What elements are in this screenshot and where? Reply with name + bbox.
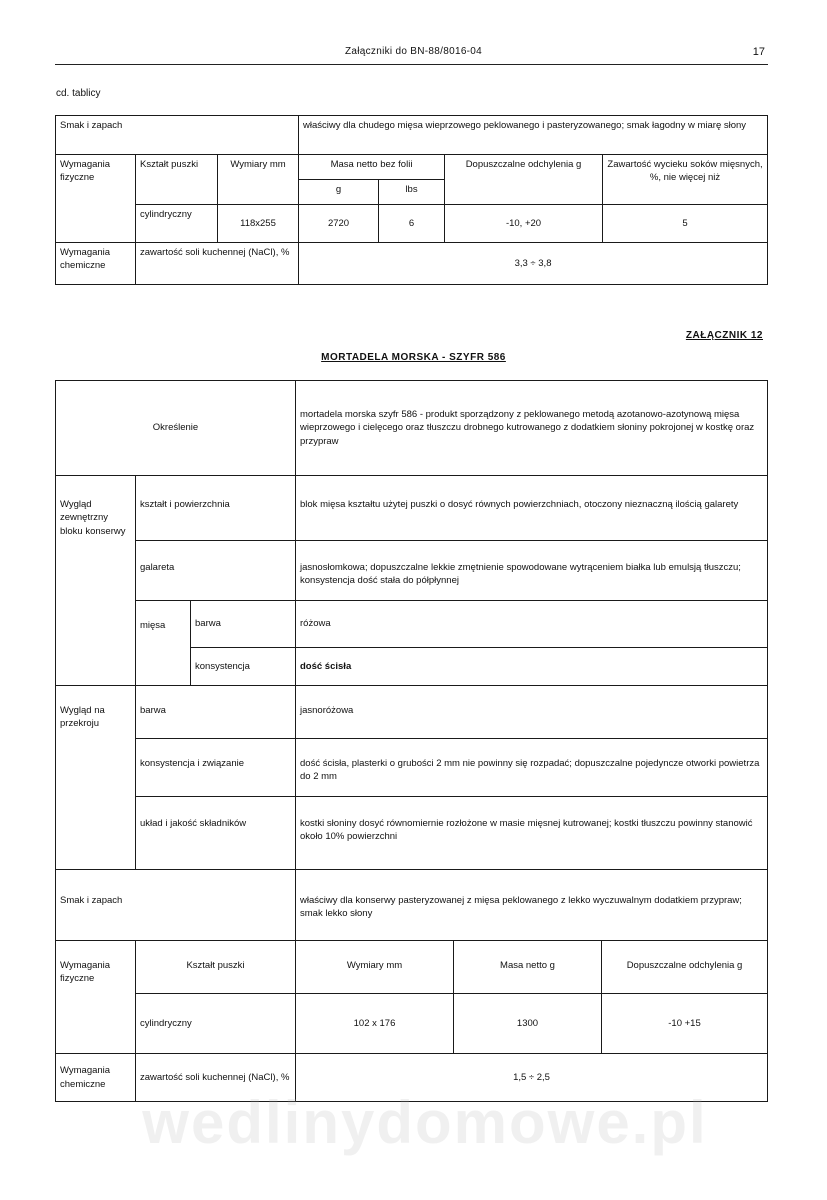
t2-fiz-header-ksztalt: Kształt puszki — [136, 941, 296, 994]
t1-header-ksztalt: Kształt puszki — [136, 155, 218, 205]
t1-row-ksztalt: cylindryczny — [136, 205, 218, 243]
t2-konsystencja-value: dość ścisła — [296, 648, 768, 686]
t2-fiz-row-wymiary: 102 x 176 — [296, 994, 454, 1054]
watermark: wedlinydomowe.pl — [142, 1089, 708, 1156]
table-mortadela — [55, 380, 768, 1102]
t1-row-masa-g: 2720 — [299, 205, 379, 243]
t2-ksztalt-label: kształt i powierzchnia — [136, 476, 296, 541]
t2-fiz-row-masa: 1300 — [454, 994, 602, 1054]
page-number: 17 — [752, 46, 765, 58]
t2-konsystencja-label: konsystencja — [191, 648, 296, 686]
t1-chem-param: zawartość soli kuchennej (NaCl), % — [136, 243, 299, 285]
t2-uklad-label: układ i jakość składników — [136, 797, 296, 870]
t2-fiz-header-odchylenia: Dopuszczalne odchylenia g — [602, 941, 768, 994]
table-continuation — [55, 115, 768, 285]
t2-fiz-row-odchylenia: -10 +15 — [602, 994, 768, 1054]
t2-fiz-header-masa: Masa netto g — [454, 941, 602, 994]
t1-header-masa: Masa netto bez folii — [299, 155, 445, 180]
t2-chem-label: Wymagania chemiczne — [56, 1054, 136, 1102]
t2-przekroj-barwa-value: jasnoróżowa — [296, 686, 768, 739]
annex-title: MORTADELA MORSKA - SZYFR 586 — [321, 352, 506, 363]
continuation-label: cd. tablicy — [56, 88, 101, 99]
t1-row-wyciek: 5 — [603, 205, 768, 243]
header-divider — [55, 64, 768, 65]
t1-row-wymiary: 118x255 — [218, 205, 299, 243]
t2-okreslenie-value: mortadela morska szyfr 586 - produkt sporządzony z peklowanego metodą azotanowo-azotynową mięsa wieprzowego i cielęcego oraz tłuszczu drobnego kutrowanego z dodatkiem słoniny pokrojonej w kostkę oraz przypraw — [296, 381, 768, 476]
t2-ksztalt-value: blok mięsa kształtu użytej puszki o dosyć równych powierzchniach, otoczony nieznaczną ilością galarety — [296, 476, 768, 541]
t2-przekroj-kons-label: konsystencja i związanie — [136, 739, 296, 797]
t2-przekroj-kons-value: dość ścisła, plasterki o grubości 2 mm nie powinny się rozpadać; dopuszczalne pojedyncze otworki powietrza do 2 mm — [296, 739, 768, 797]
t1-header-masa-g: g — [299, 180, 379, 205]
t2-fiz-label: Wymagania fizyczne — [56, 941, 136, 1054]
t2-galareta-value: jasnosłomkowa; dopuszczalne lekkie zmętnienie spowodowane wytrąceniem białka lub emulsją tłuszczu; konsystencja dość stała do półpłynnej — [296, 541, 768, 601]
t2-chem-value: 1,5 ÷ 2,5 — [296, 1054, 768, 1102]
t2-galareta-label: galareta — [136, 541, 296, 601]
t1-chem-value: 3,3 ÷ 3,8 — [299, 243, 768, 285]
t1-header-masa-lbs: lbs — [379, 180, 445, 205]
t2-wyglad-zew-label: Wygląd zewnętrzny bloku konserwy — [56, 476, 136, 686]
t2-miesa-label: mięsa — [136, 601, 191, 686]
t2-uklad-value: kostki słoniny dosyć równomiernie rozłożone w masie mięsnej kutrowanej; kostki tłuszczu powinny stanowić około 10% powierzchni — [296, 797, 768, 870]
t2-okreslenie-label: Określenie — [56, 381, 296, 476]
t2-fiz-row-ksztalt: cylindryczny — [136, 994, 296, 1054]
t2-fiz-header-wymiary: Wymiary mm — [296, 941, 454, 994]
t1-row-masa-lbs: 6 — [379, 205, 445, 243]
t1-header-wymiary: Wymiary mm — [218, 155, 299, 205]
t1-row-odchylenia: -10, +20 — [445, 205, 603, 243]
t1-header-odchylenia: Dopuszczalne odchylenia g — [445, 155, 603, 205]
t2-chem-param: zawartość soli kuchennej (NaCl), % — [136, 1054, 296, 1102]
t2-barwa-label: barwa — [191, 601, 296, 648]
t1-fiz-label: Wymagania fizyczne — [56, 155, 136, 243]
t2-przekroj-label: Wygląd na przekroju — [56, 686, 136, 870]
t1-header-wyciek: Zawartość wycieku soków mięsnych, %, nie więcej niż — [603, 155, 768, 205]
t1-chem-label: Wymagania chemiczne — [56, 243, 136, 285]
annex-label: ZAŁĄCZNIK 12 — [685, 330, 763, 341]
t2-smak-value: właściwy dla konserwy pasteryzowanej z mięsa peklowanego z lekko wyczuwalnym dodatkiem przypraw; smak lekko słony — [296, 870, 768, 941]
header-title: Załączniki do BN-88/8016-04 — [344, 46, 483, 57]
t2-przekroj-barwa-label: barwa — [136, 686, 296, 739]
t1-smak-label: Smak i zapach — [56, 116, 299, 155]
t1-smak-value: właściwy dla chudego mięsa wieprzowego peklowanego i pasteryzowanego; smak łagodny w miarę słony — [299, 116, 768, 155]
t2-smak-label: Smak i zapach — [56, 870, 296, 941]
t2-barwa-value: różowa — [296, 601, 768, 648]
